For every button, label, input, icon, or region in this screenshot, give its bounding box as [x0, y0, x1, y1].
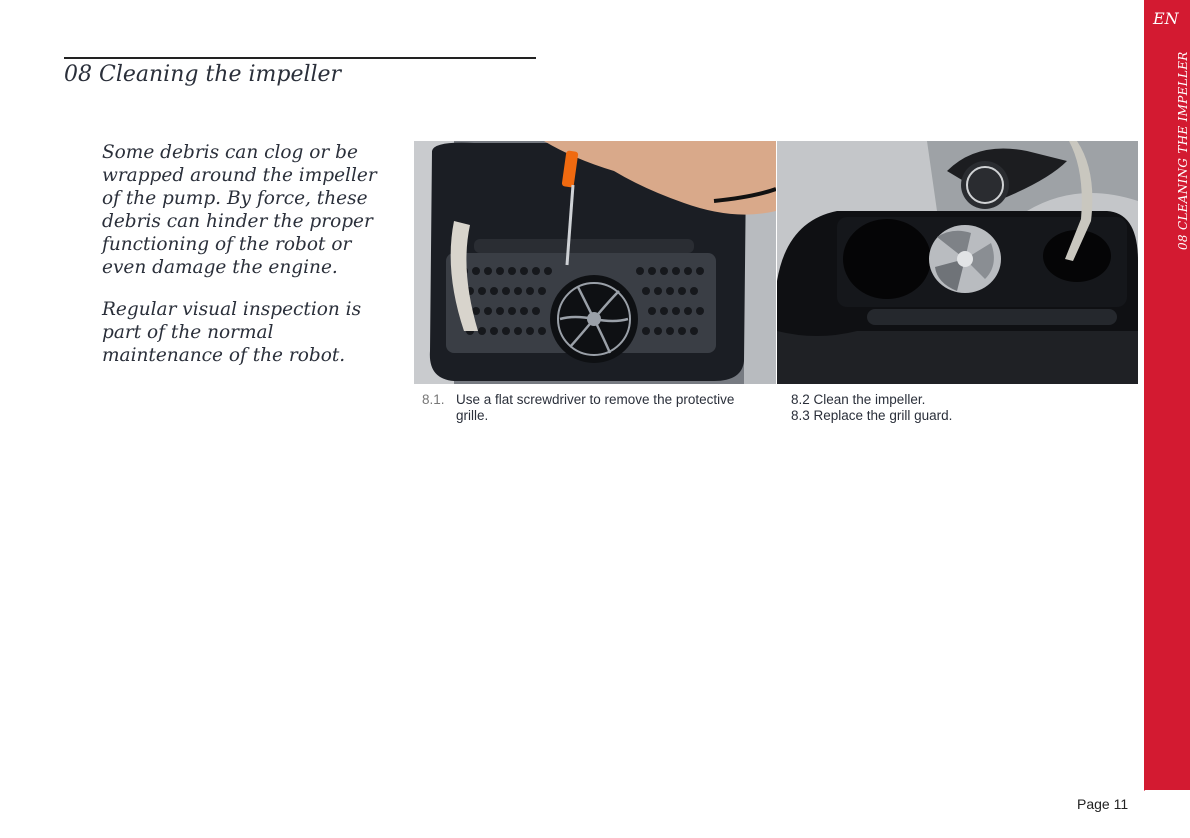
photo-clean-impeller	[777, 141, 1138, 384]
caption-line-replace: 8.3 Replace the grill guard.	[791, 408, 953, 423]
section-label-vertical: 08 CLEANING THE IMPELLER	[1176, 51, 1190, 250]
caption-figure-1	[422, 392, 752, 424]
caption-number: 8.1.	[422, 392, 445, 407]
page-title: 08 Cleaning the impeller	[64, 62, 342, 87]
caption-line-clean: 8.2 Clean the impeller.	[791, 392, 926, 407]
paragraph-inspection: Regular visual inspection is part of the normal maintenance of the robot.	[102, 299, 362, 366]
language-label: EN	[1153, 9, 1179, 28]
title-rule	[64, 57, 536, 59]
intro-text	[102, 141, 392, 386]
paragraph-debris: Some debris can clog or be wrapped around the impeller of the pump. By force, these debris can hinder the proper functioning of the robot or even damage the engine.	[102, 142, 377, 278]
page-number: Page 11	[1077, 796, 1129, 812]
caption-text: Use a flat screwdriver to remove the protective grille.	[456, 392, 735, 423]
caption-figure-2	[791, 392, 1121, 424]
sidebar-corner	[1144, 755, 1190, 791]
photo-remove-grille	[414, 141, 776, 384]
